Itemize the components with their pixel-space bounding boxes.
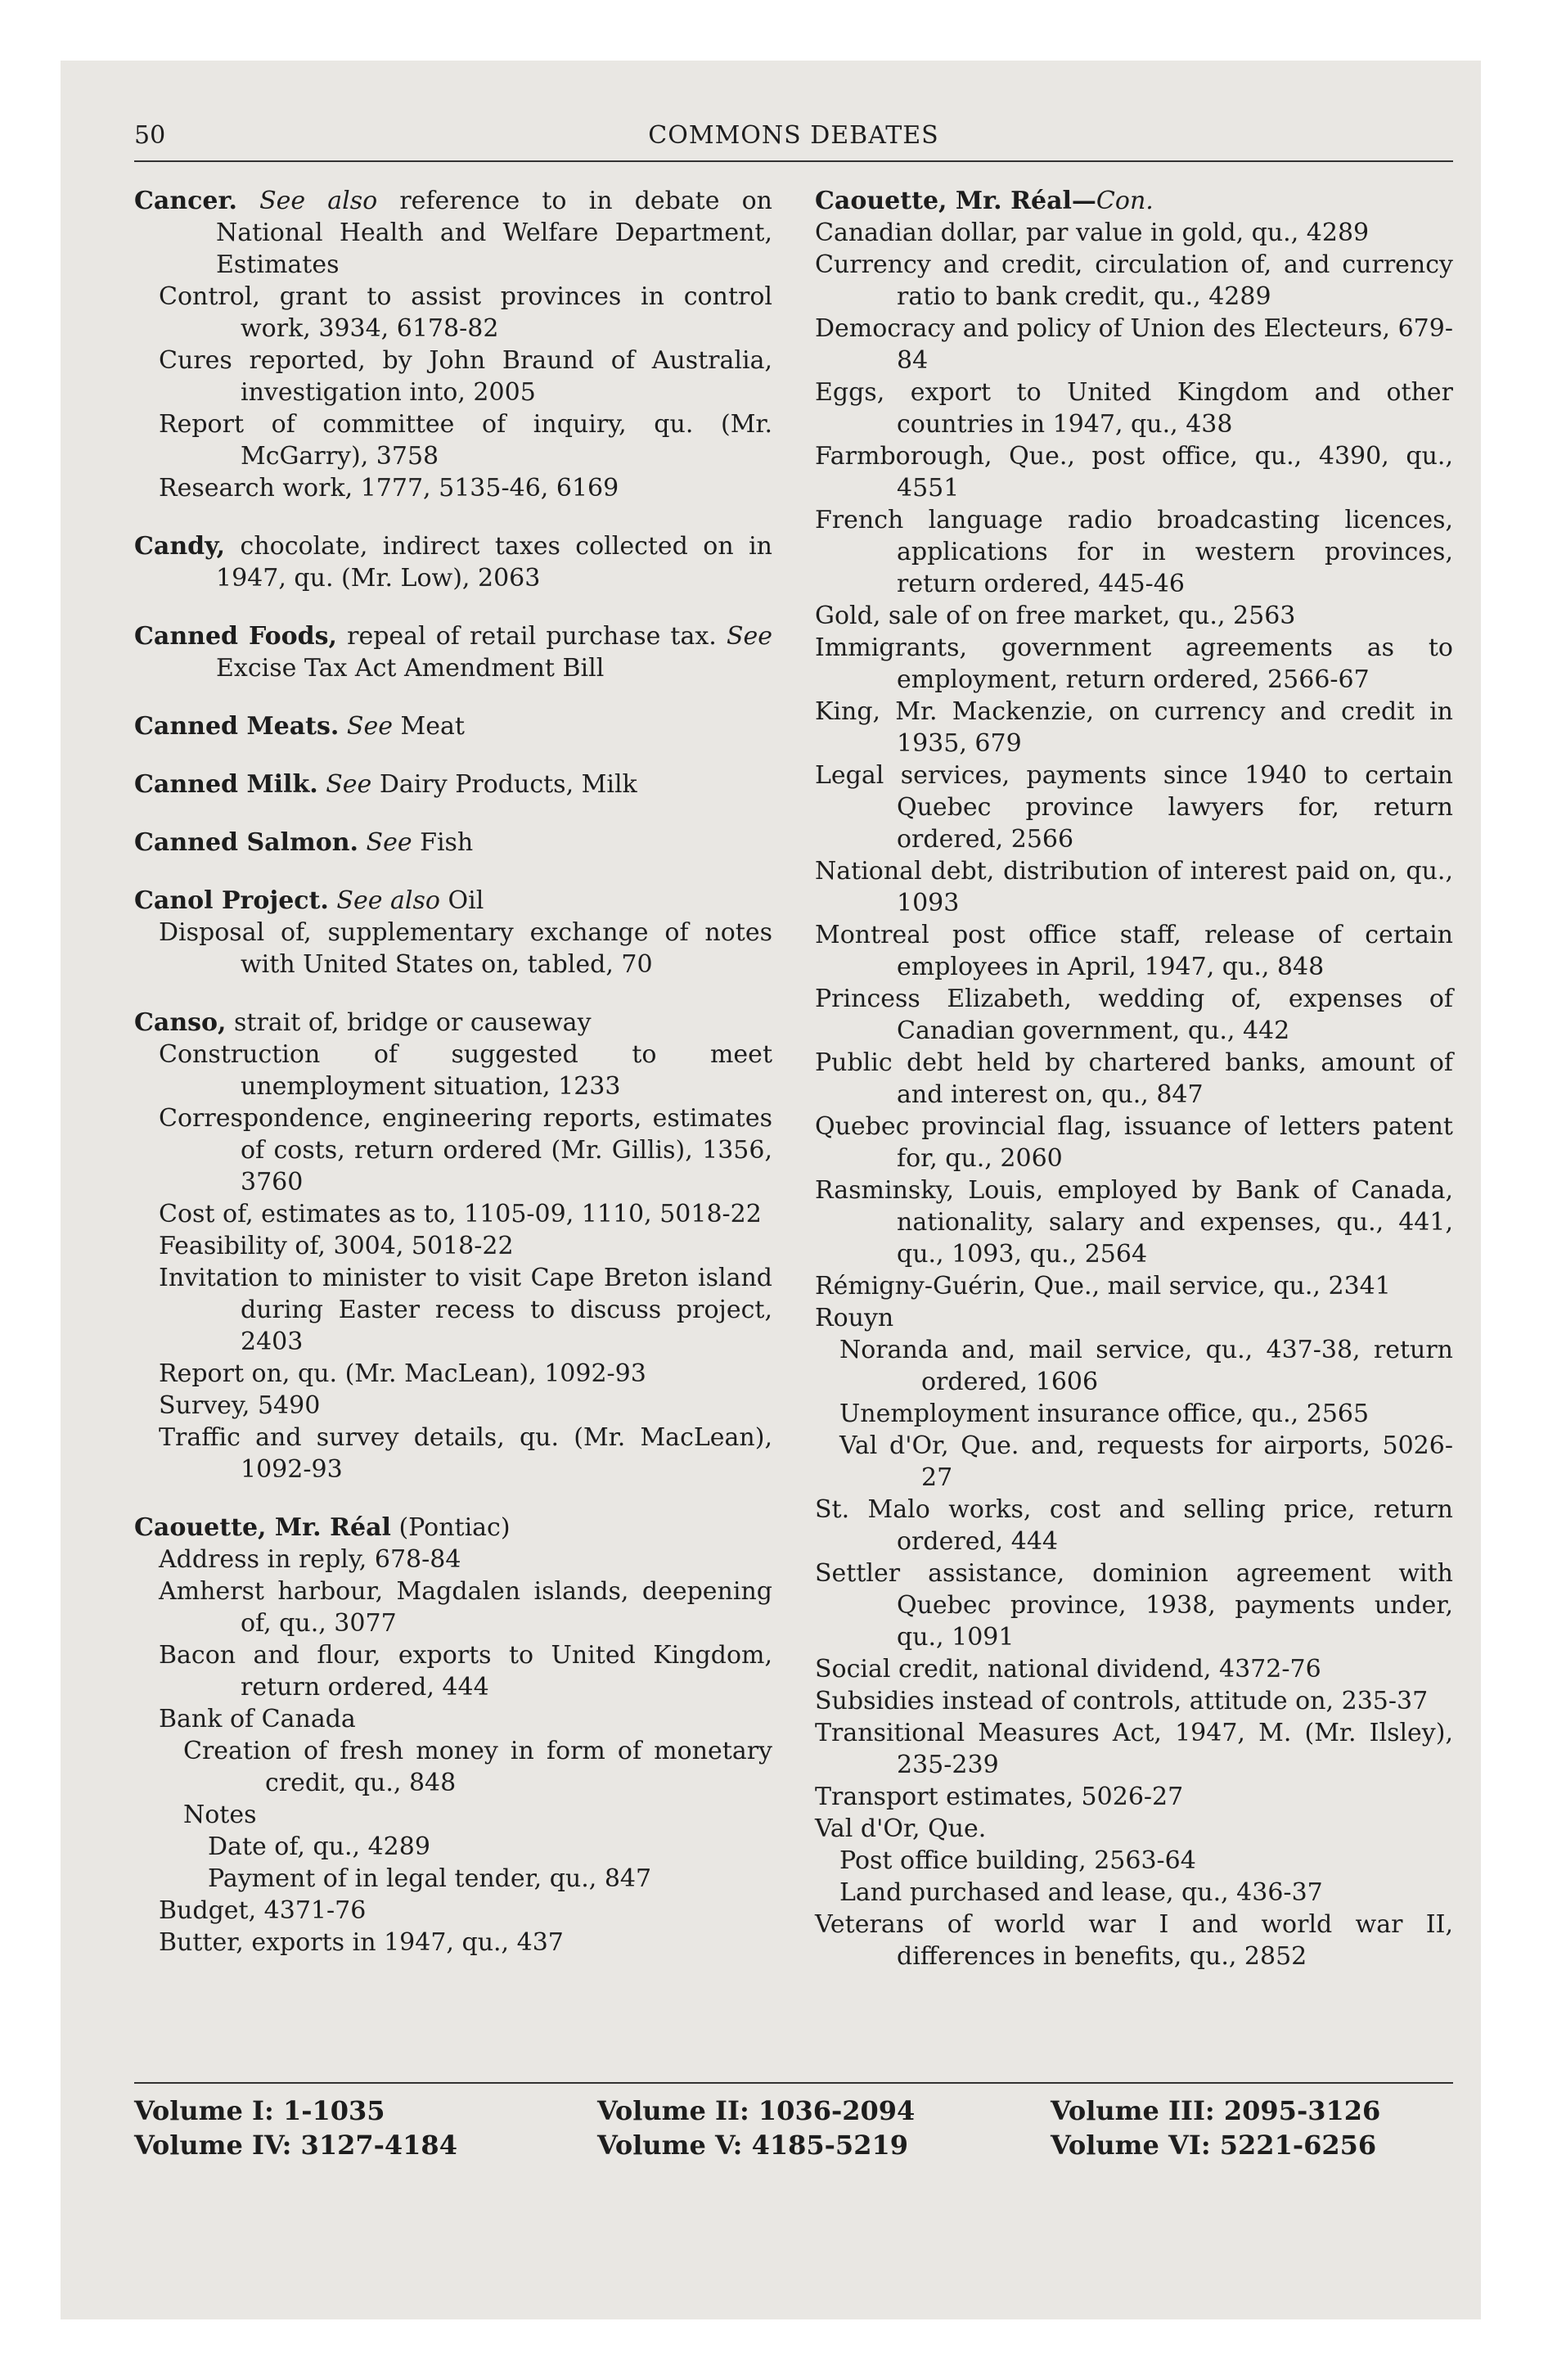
- sub-entry: Correspondence, engineering reports, estimates of costs, return ordered (Mr. Gillis), 1356, 3760: [159, 1104, 772, 1197]
- sub-entry: Report on, qu. (Mr. MacLean), 1092-93: [159, 1359, 646, 1388]
- sub-entry: Public debt held by chartered banks, amount of and interest on, qu., 847: [815, 1048, 1453, 1109]
- page-number: 50: [134, 121, 166, 150]
- sub-entry: Notes: [183, 1801, 257, 1829]
- sub-entry: Butter, exports in 1947, qu., 437: [159, 1928, 564, 1957]
- entry-heading-line: [134, 1512, 772, 1544]
- index-entry: [134, 185, 772, 504]
- sub-entry: Immigrants, government agreements as to employment, return ordered, 2566-67: [815, 633, 1453, 694]
- sub-entry: Quebec provincial flag, issuance of letters patent for, qu., 2060: [815, 1112, 1453, 1173]
- sub-entry: Rémigny-Guérin, Que., mail service, qu., 2341: [815, 1272, 1391, 1300]
- sub-entry: Bacon and flour, exports to United Kingdom, return ordered, 444: [159, 1641, 772, 1702]
- index-entry: [134, 1512, 772, 1959]
- sub-entry: Feasibility of, 3004, 5018-22: [159, 1232, 514, 1260]
- sub-entry: Traffic and survey details, qu. (Mr. MacLean), 1092-93: [159, 1423, 772, 1484]
- sub-entry: Transitional Measures Act, 1947, M. (Mr. Ilsley), 235-239: [815, 1719, 1453, 1779]
- entry-heading-line: [134, 885, 772, 917]
- entry-text: repeal of retail purchase tax.: [347, 622, 717, 651]
- sub-entry: Farmborough, Que., post office, qu., 4390, qu., 4551: [815, 442, 1453, 503]
- sub-entry: Survey, 5490: [159, 1391, 321, 1420]
- index-columns: [134, 185, 1453, 2166]
- sub-entry: King, Mr. Mackenzie, on currency and credit in 1935, 679: [815, 697, 1453, 758]
- entry-heading-line: [134, 1007, 772, 1039]
- see-reference-target: Meat: [400, 712, 465, 741]
- entry-heading: Cancer.: [134, 187, 237, 215]
- index-entry: [134, 1007, 772, 1485]
- volume-range: Volume VI: 5221-6256: [1051, 2130, 1377, 2161]
- sub-entry: Report of committee of inquiry, qu. (Mr. McGarry), 3758: [159, 410, 772, 471]
- sub-entry: Transport estimates, 5026-27: [815, 1783, 1184, 1811]
- see-reference-target: Excise Tax Act Amendment Bill: [216, 654, 605, 683]
- entry-text: strait of, bridge or causeway: [234, 1008, 592, 1037]
- entry-heading: Canned Foods,: [134, 622, 337, 651]
- entry-text: chocolate, indirect taxes collected on in 1947, qu. (Mr. Low), 2063: [216, 532, 772, 593]
- sub-entry: Currency and credit, circulation of, and currency ratio to bank credit, qu., 4289: [815, 250, 1453, 311]
- continued-marker: Con.: [1096, 187, 1154, 215]
- volume-footer: [134, 2082, 1453, 2166]
- page-title: COMMONS DEBATES: [648, 121, 939, 150]
- sub-entry: Payment of in legal tender, qu., 847: [208, 1864, 652, 1893]
- entry-heading: Candy,: [134, 532, 226, 561]
- sub-entry: Post office building, 2563-64: [839, 1846, 1196, 1875]
- volume-range: Volume I: 1-1035: [134, 2095, 385, 2126]
- sub-entry: St. Malo works, cost and selling price, return ordered, 444: [815, 1495, 1453, 1556]
- entry-heading: Canso,: [134, 1008, 227, 1037]
- sub-entry: National debt, distribution of interest paid on, qu., 1093: [815, 857, 1453, 917]
- index-entry: [134, 769, 772, 800]
- sub-entry: Land purchased and lease, qu., 436-37: [839, 1878, 1323, 1907]
- sub-entry: Cures reported, by John Braund of Australia, investigation into, 2005: [159, 346, 772, 407]
- index-entry: [134, 530, 772, 594]
- sub-entry: Rasminsky, Louis, employed by Bank of Canada, nationality, salary and expenses, qu., 441, qu., 1093, qu., 2564: [815, 1176, 1453, 1269]
- see-reference-label: See also: [259, 187, 378, 215]
- sub-entry: Disposal of, supplementary exchange of notes with United States on, tabled, 70: [159, 918, 772, 979]
- sub-entry: Legal services, payments since 1940 to certain Quebec province lawyers for, return ordered, 2566: [815, 761, 1453, 854]
- sub-entry: Canadian dollar, par value in gold, qu., 4289: [815, 219, 1370, 247]
- entry-text: (Pontiac): [398, 1513, 511, 1542]
- sub-entry: Subsidies instead of controls, attitude on, 235-37: [815, 1687, 1429, 1715]
- sub-entry: Bank of Canada: [159, 1705, 356, 1733]
- right-column: [815, 185, 1453, 1972]
- sub-entry: Control, grant to assist provinces in control work, 3934, 6178-82: [159, 282, 772, 343]
- entry-heading: Canol Project.: [134, 886, 329, 915]
- sub-entry: Val d'Or, Que.: [815, 1814, 987, 1843]
- see-reference-target: Fish: [420, 828, 474, 857]
- entry-heading-line: [815, 185, 1453, 217]
- see-reference-target: reference to in debate on National Health and Welfare Department, Estimates: [216, 187, 772, 279]
- sub-entry: Democracy and policy of Union des Electeurs, 679-84: [815, 314, 1453, 375]
- index-entry: [134, 710, 772, 742]
- entry-heading: Canned Milk.: [134, 770, 318, 799]
- sub-entry: French language radio broadcasting licences, applications for in western provinces, return ordered, 445-46: [815, 506, 1453, 598]
- volume-range: Volume V: 4185-5219: [597, 2130, 908, 2161]
- entry-heading-line: [134, 769, 772, 800]
- sub-entry: Budget, 4371-76: [159, 1896, 367, 1925]
- sub-entry: Social credit, national dividend, 4372-76: [815, 1655, 1321, 1684]
- sub-entry: Princess Elizabeth, wedding of, expenses of Canadian government, qu., 442: [815, 985, 1453, 1045]
- sub-entry: Unemployment insurance office, qu., 2565: [839, 1400, 1370, 1428]
- left-column: [134, 185, 772, 1985]
- sub-entry: Rouyn: [815, 1304, 894, 1332]
- see-reference-label: See: [726, 622, 773, 651]
- sub-entry: Eggs, export to United Kingdom and other countries in 1947, qu., 438: [815, 378, 1453, 439]
- see-reference-target: Oil: [448, 886, 484, 915]
- see-reference-target: Dairy Products, Milk: [379, 770, 637, 799]
- entry-heading-line: [134, 185, 772, 281]
- see-reference-label: See: [326, 770, 372, 799]
- entry-heading-line: [134, 620, 772, 684]
- sub-entry: Amherst harbour, Magdalen islands, deepening of, qu., 3077: [159, 1577, 772, 1638]
- index-entry: [134, 620, 772, 684]
- see-reference-label: See: [366, 828, 412, 857]
- sub-entry: Gold, sale of on free market, qu., 2563: [815, 602, 1296, 630]
- entry-heading: Canned Salmon.: [134, 828, 358, 857]
- sub-entry: Creation of fresh money in form of monetary credit, qu., 848: [183, 1737, 772, 1797]
- see-reference-label: See: [346, 712, 393, 741]
- index-entry: [134, 885, 772, 980]
- index-entry: [134, 827, 772, 859]
- entry-heading: Caouette, Mr. Réal: [134, 1513, 391, 1542]
- sub-entry: Invitation to minister to visit Cape Breton island during Easter recess to discuss project, 2403: [159, 1264, 772, 1356]
- page-header: [134, 119, 1453, 162]
- sub-entry: Noranda and, mail service, qu., 437-38, return ordered, 1606: [839, 1336, 1453, 1396]
- document-page: [61, 61, 1481, 2319]
- volume-range: Volume IV: 3127-4184: [134, 2130, 457, 2161]
- entry-heading: Caouette, Mr. Réal—: [815, 187, 1096, 215]
- volume-range: Volume II: 1036-2094: [597, 2095, 916, 2126]
- see-reference-label: See also: [336, 886, 440, 915]
- sub-entry: Veterans of world war I and world war II, differences in benefits, qu., 2852: [815, 1910, 1453, 1971]
- entry-heading-line: [134, 530, 772, 594]
- sub-entry: Cost of, estimates as to, 1105-09, 1110, 5018-22: [159, 1200, 762, 1228]
- volume-range: Volume III: 2095-3126: [1051, 2095, 1381, 2126]
- sub-entry: Address in reply, 678-84: [159, 1545, 461, 1574]
- index-entry-continued: [815, 185, 1453, 1972]
- sub-entry: Date of, qu., 4289: [208, 1832, 430, 1861]
- entry-heading-line: [134, 710, 772, 742]
- entry-heading: Canned Meats.: [134, 712, 340, 741]
- sub-entry: Montreal post office staff, release of certain employees in April, 1947, qu., 848: [815, 921, 1453, 981]
- sub-entry: Construction of suggested to meet unemployment situation, 1233: [159, 1040, 772, 1101]
- sub-entry: Val d'Or, Que. and, requests for airports, 5026-27: [839, 1431, 1453, 1492]
- entry-heading-line: [134, 827, 772, 859]
- sub-entry: Research work, 1777, 5135-46, 6169: [159, 474, 619, 503]
- sub-entry: Settler assistance, dominion agreement with Quebec province, 1938, payments under, qu., 1091: [815, 1559, 1453, 1652]
